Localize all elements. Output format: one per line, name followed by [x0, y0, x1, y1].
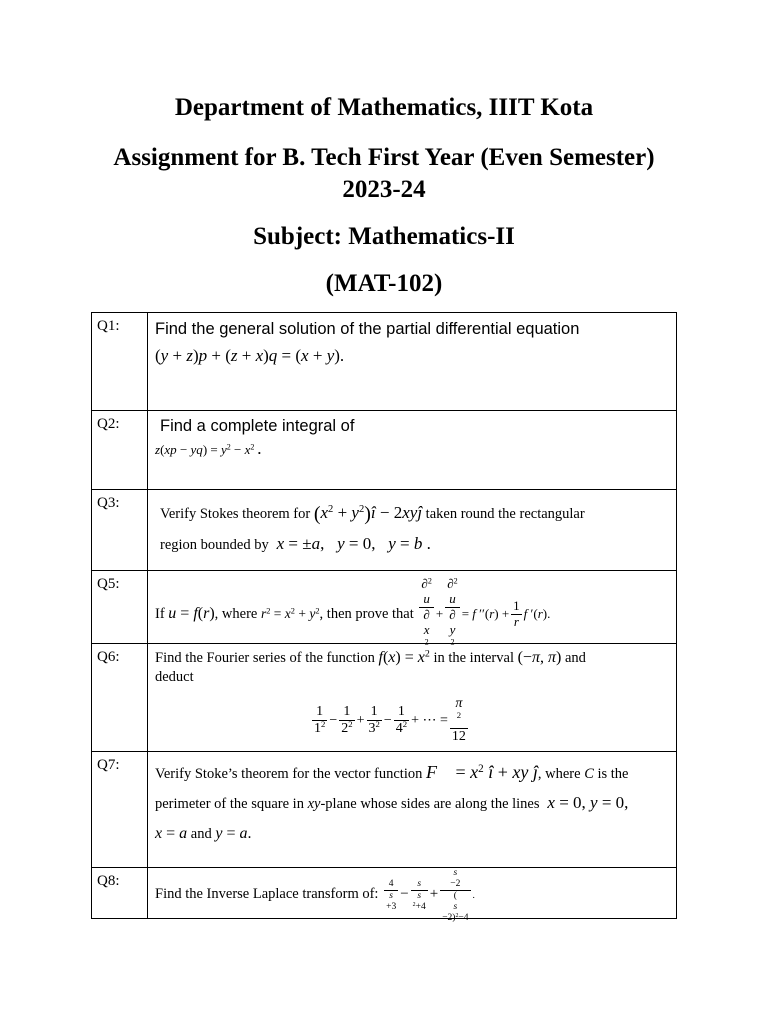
question-row [92, 644, 677, 752]
question-text [155, 649, 586, 667]
plane-symbol: xy [307, 796, 321, 812]
question-number: Q7: [92, 752, 148, 868]
question-text-part: Find the Inverse Laplace transform of: [155, 886, 379, 902]
question-text-part: perimeter of the square in [155, 796, 304, 812]
subject-title: Subject: Mathematics-II [253, 223, 515, 250]
question-text [160, 503, 585, 526]
question-text [155, 762, 629, 783]
boundary-lines: x = 0, y = 0, [547, 793, 629, 812]
question-text: Find a complete integral of [160, 417, 355, 435]
region-bounds: x = ±a, y = 0, y = b . [276, 534, 431, 553]
boundary-line: y = a. [215, 825, 252, 842]
interval: (−π, π) [517, 649, 562, 666]
question-text-part: Find the Fourier series of the function [155, 650, 375, 666]
question-body [148, 868, 677, 923]
question-text-part: and [190, 826, 212, 842]
question-text-part: in the interval [433, 650, 514, 666]
question-text-part: If [155, 605, 165, 622]
question-text-part: taken round the rectangular [425, 506, 585, 522]
question-body [148, 313, 677, 411]
vector-field: ($x^2$ + $y^2)î$ − 2xyĵ [313, 503, 423, 525]
question-text [155, 825, 251, 843]
function-def: $f(x) = x^2$ [378, 648, 430, 666]
question-number: Q6: [92, 644, 148, 752]
question-body [148, 490, 677, 571]
question-text-part: , then prove that [319, 605, 414, 622]
question-body [148, 411, 677, 490]
vector-field: F⃗ = $x^2$ î + xy ĵ [426, 762, 538, 782]
question-text-part: Verify Stoke’s theorem for the vector function [155, 766, 423, 782]
function-def: u = f(r) [168, 604, 215, 622]
laplacian-identity: ∂$^2$ u ∂ x $^2$ + ∂$^2$ u ∂ y $^2$ = f ′′(r) + $\frac{1}{r}$ f ′(r). [421, 576, 551, 647]
department-title: Department of Mathematics, IIIT Kota [174, 94, 594, 121]
question-row [92, 490, 677, 571]
question-text-part: is the [597, 766, 629, 782]
question-body [148, 571, 677, 647]
course-code: (MAT-102) [325, 270, 443, 297]
question-text-part: region bounded by [160, 537, 269, 553]
question-number: Q5: [92, 571, 148, 644]
question-body [148, 752, 677, 868]
pde-equation: (y + z)p + (z + x)q = (x + y). [155, 346, 345, 365]
question-number: Q2: [92, 411, 148, 490]
assignment-title: Assignment for B. Tech First Year (Even Semester) [113, 144, 655, 171]
pde-equation: $z(xp - yq) = y^2 - x^2$ . [155, 442, 261, 457]
question-text [155, 577, 550, 653]
question-row [92, 868, 677, 919]
radius-def: $r^2 = x^2 + y^2$ [260, 605, 320, 621]
question-text-part: Verify Stokes theorem for [160, 506, 311, 522]
question-row [92, 571, 677, 644]
question-text [155, 793, 628, 813]
question-number: Q1: [92, 313, 148, 411]
question-row [92, 313, 677, 411]
laplace-expression: 4 s +3 − s s $^2$+4 + s −2 ( s −2)$^2$−4 . [386, 868, 475, 923]
question-row [92, 752, 677, 868]
curve-symbol: C [584, 766, 594, 782]
question-text: Find the general solution of the partial differential equation [155, 320, 580, 338]
question-text-part: , where [214, 605, 258, 622]
question-body [148, 644, 677, 752]
question-row [92, 411, 677, 490]
question-text [160, 534, 431, 554]
question-text: deduct [155, 669, 194, 685]
question-text-part: and [564, 650, 586, 666]
boundary-line: x = a [155, 825, 188, 842]
academic-year: 2023-24 [342, 176, 426, 203]
question-text [155, 868, 475, 924]
question-text-part: -plane whose sides are along the lines [320, 796, 540, 812]
question-number: Q8: [92, 868, 148, 919]
question-number: Q3: [92, 490, 148, 571]
question-text-part: , where [537, 766, 581, 782]
questions-table [91, 312, 677, 923]
series-identity: $\frac{1}{1^2}$ − $\frac{1}{2^2}$ + $\frac{1}{3^2}$ − $\frac{1}{4^2}$ + ⋯ = π $^2$ 12 [314, 696, 466, 745]
